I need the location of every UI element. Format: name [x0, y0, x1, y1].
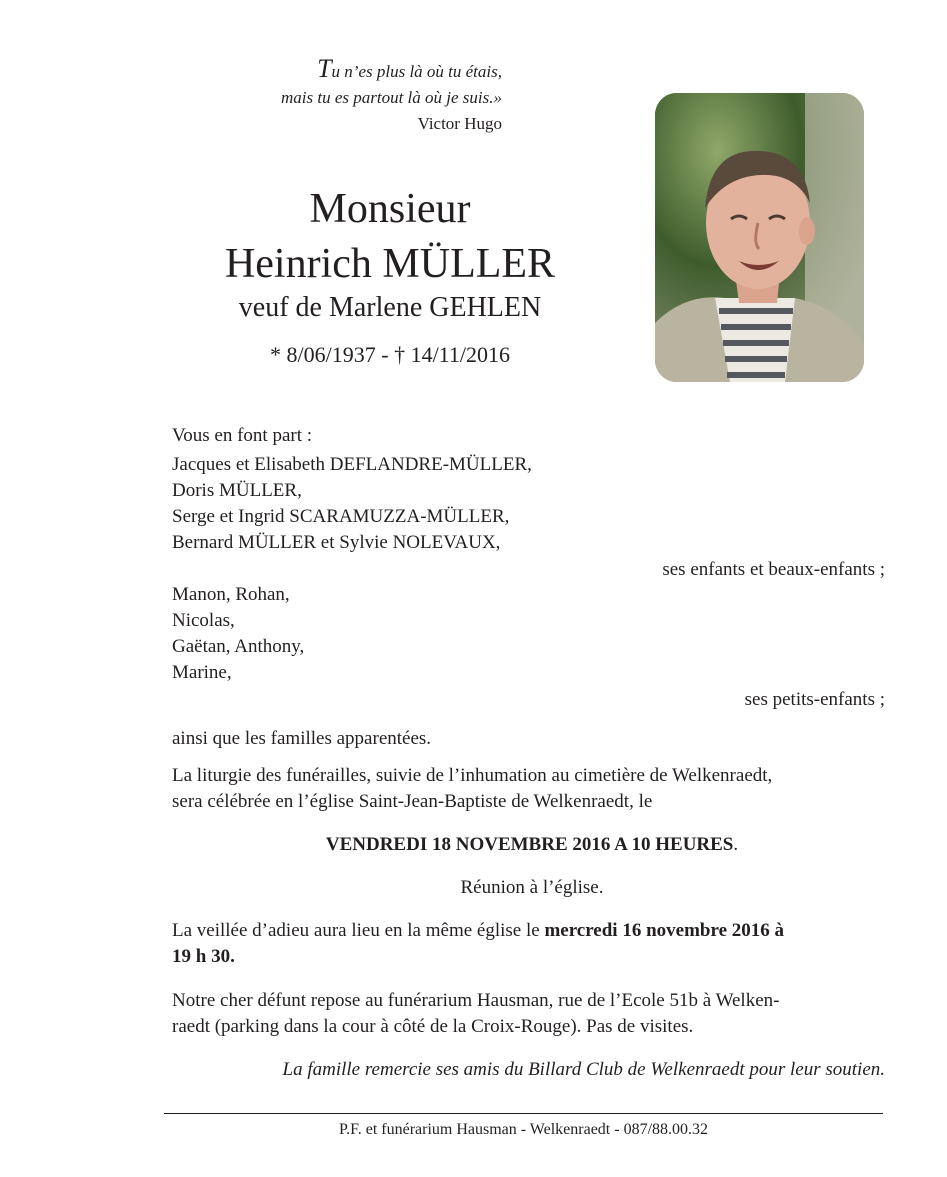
- ceremony-text: [172, 763, 772, 815]
- spouse-line: veuf de Marlene GEHLEN: [238, 292, 542, 323]
- footer-divider: [164, 1113, 883, 1114]
- list-item: Marine,: [172, 662, 232, 683]
- ceremony-date-end: .: [733, 834, 739, 855]
- rest-line-1: Notre cher défunt repose au funérarium Hausman, rue de l’Ecole 51b à Welken-: [172, 990, 780, 1011]
- rest-text: [172, 988, 779, 1040]
- portrait-photo: [655, 93, 864, 382]
- grandchildren-label: ses petits-enfants ;: [744, 689, 885, 710]
- vigil-date: mercredi 16 novembre 2016 à: [544, 920, 785, 941]
- list-item: Gaëtan, Anthony,: [172, 636, 305, 657]
- portrait-illustration: [655, 93, 864, 382]
- deceased-name: Heinrich MÜLLER: [224, 241, 556, 287]
- vigil-text: [172, 918, 784, 970]
- quote-initial: T: [317, 54, 332, 83]
- ceremony-date-bold: VENDREDI 18 NOVEMBRE 2016 A 10 HEURES: [325, 834, 734, 855]
- quote-line-1: u n’es plus là où tu étais,: [331, 62, 502, 81]
- epigraph: [281, 56, 502, 137]
- announcement-intro: Vous en font part :: [172, 425, 313, 446]
- families-line: ainsi que les familles apparentées.: [172, 728, 432, 749]
- list-item: Nicolas,: [172, 610, 235, 631]
- list-item: Doris MÜLLER,: [172, 480, 302, 501]
- children-label: ses enfants et beaux-enfants ;: [662, 559, 885, 580]
- grandchildren-list: [172, 582, 304, 686]
- quote-line-2: mais tu es partout là où je suis.»: [280, 88, 502, 107]
- ceremony-line-2: sera célébrée en l’église Saint-Jean-Baptiste de Welkenraedt, le: [172, 791, 653, 812]
- meeting-line: Réunion à l’église.: [460, 877, 604, 898]
- thanks-line: La famille remercie ses amis du Billard Club de Welkenraedt pour leur soutien.: [282, 1059, 885, 1080]
- list-item: Jacques et Elisabeth DEFLANDRE-MÜLLER,: [172, 454, 532, 475]
- honorific: Monsieur: [309, 186, 471, 232]
- footer-text: P.F. et funérarium Hausman - Welkenraedt - 087/88.00.32: [338, 1121, 709, 1138]
- vigil-intro: La veillée d’adieu aura lieu en la même église le: [172, 920, 545, 941]
- list-item: Serge et Ingrid SCARAMUZZA-MÜLLER,: [172, 506, 510, 527]
- rest-line-2: raedt (parking dans la cour à côté de la Croix-Rouge). Pas de visites.: [172, 1016, 694, 1037]
- list-item: Bernard MÜLLER et Sylvie NOLEVAUX,: [172, 532, 501, 553]
- children-list: [172, 452, 532, 556]
- list-item: Manon, Rohan,: [172, 584, 290, 605]
- life-dates: * 8/06/1937 - † 14/11/2016: [270, 342, 510, 367]
- ceremony-line-1: La liturgie des funérailles, suivie de l’inhumation au cimetière de Welkenraedt,: [172, 765, 773, 786]
- quote-author: Victor Hugo: [417, 114, 502, 133]
- ceremony-date: [172, 832, 892, 858]
- vigil-time: 19 h 30.: [172, 946, 235, 967]
